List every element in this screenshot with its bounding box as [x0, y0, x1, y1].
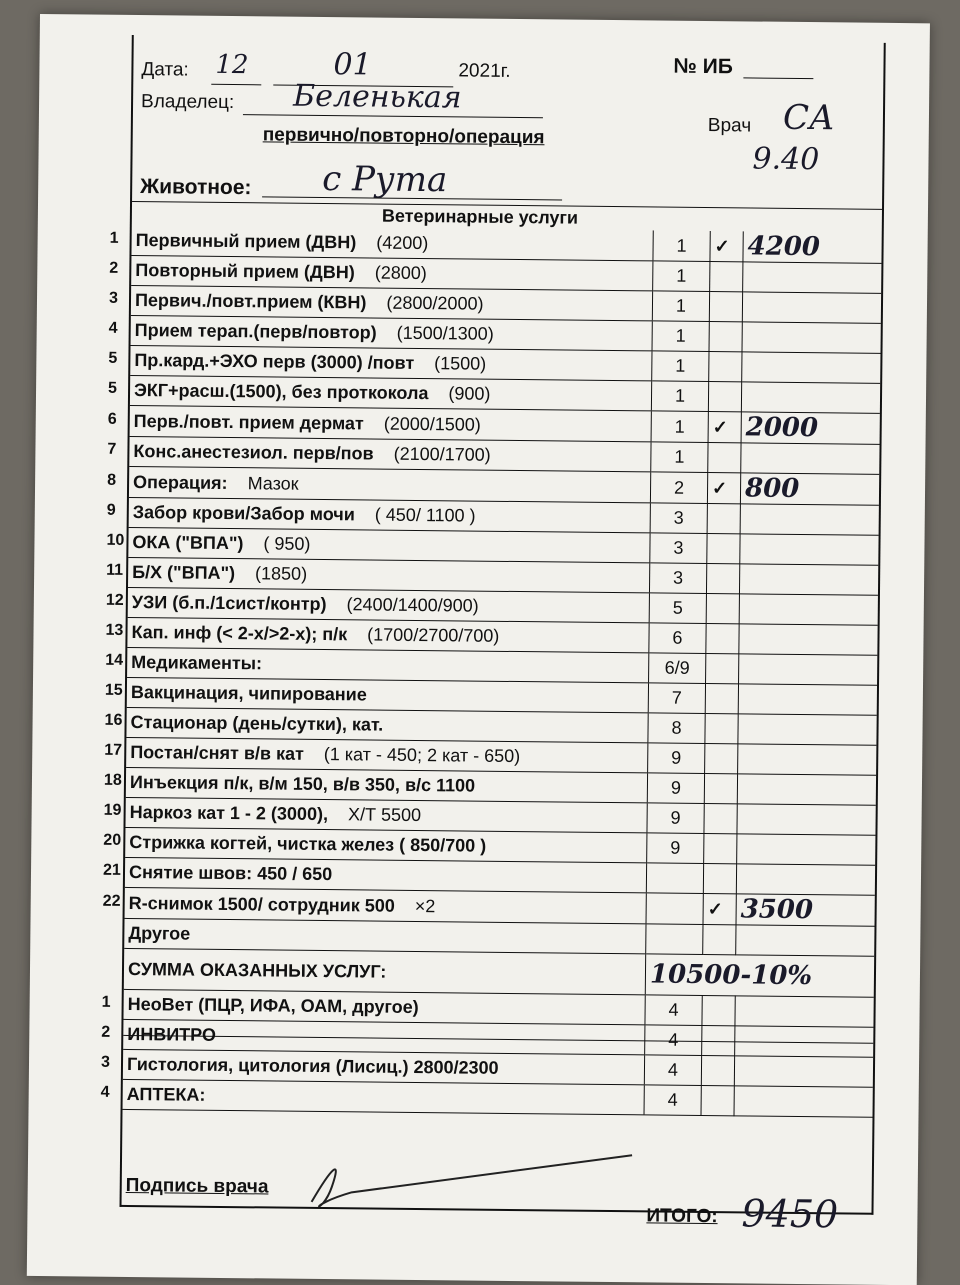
- service-code: 9: [647, 773, 704, 804]
- row-number: 17: [104, 742, 122, 760]
- service-code: 8: [648, 713, 705, 744]
- row-number: 3: [101, 1054, 110, 1072]
- service-price: (1 кат - 450; 2 кат - 650): [324, 744, 521, 766]
- row-number: 7: [107, 441, 116, 459]
- row-number: 13: [105, 622, 123, 640]
- service-code: 3: [650, 503, 707, 534]
- service-code: [646, 893, 703, 925]
- service-code: 1: [653, 261, 710, 292]
- service-code: 1: [651, 381, 708, 412]
- service-check: [707, 504, 740, 534]
- row-number: 19: [104, 802, 122, 820]
- row-number: 5: [108, 350, 117, 368]
- service-amount: [736, 864, 875, 895]
- service-amount: [737, 774, 876, 805]
- service-code: 1: [651, 442, 708, 473]
- service-code: 1: [651, 411, 708, 443]
- row-number: 22: [103, 892, 121, 910]
- row-number: 10: [106, 532, 124, 550]
- service-code: 3: [650, 533, 707, 564]
- row-number: 18: [104, 772, 122, 790]
- animal-label: Животное:: [140, 175, 252, 200]
- service-code: 9: [647, 803, 704, 834]
- service-name: Первич./повт.прием (КВН): [135, 290, 367, 312]
- visit-time: 9.40: [752, 141, 819, 177]
- service-code: 7: [648, 683, 705, 714]
- service-check: [703, 924, 736, 954]
- lab-amount: [735, 996, 874, 1027]
- service-code: 9: [647, 833, 704, 864]
- service-amount: [741, 412, 880, 444]
- lab-name-cell: [123, 1079, 645, 1114]
- service-check: [704, 774, 737, 804]
- service-price: (1500/1300): [397, 323, 494, 344]
- service-code: 5: [649, 593, 706, 624]
- service-check: [705, 684, 738, 714]
- service-code: [646, 863, 703, 894]
- service-amount: [741, 382, 880, 413]
- service-name: ОКА ("ВПА"): [132, 532, 243, 553]
- signature-label: Подпись врача: [126, 1175, 269, 1198]
- animal-name: с Рута: [322, 159, 447, 200]
- total-value: 9450: [741, 1191, 838, 1236]
- service-code: 6/9: [649, 653, 706, 684]
- lab-code: 4: [645, 1025, 702, 1056]
- row-number: 2: [109, 260, 118, 278]
- service-price: Мазок: [248, 473, 299, 494]
- doctor-name: СА: [783, 98, 835, 139]
- amount-handwritten: 3500: [741, 894, 814, 925]
- service-price: Х/Т 5500: [348, 804, 421, 825]
- service-code: 9: [648, 743, 705, 774]
- row-number: 1: [110, 229, 119, 247]
- service-amount: [742, 322, 881, 353]
- service-price: (1700/2700/700): [367, 624, 499, 645]
- service-check: [706, 594, 739, 624]
- visit-type: первично/повторно/операция: [263, 124, 545, 149]
- service-check: ✓: [708, 412, 741, 443]
- row-number: 15: [105, 682, 123, 700]
- service-name: Первичный прием (ДВН): [136, 230, 357, 252]
- row-number: 12: [106, 592, 124, 610]
- service-price: (4200): [376, 232, 428, 253]
- row-number: 9: [107, 502, 116, 520]
- service-price: (2400/1400/900): [346, 594, 478, 615]
- service-name-cell: [124, 918, 646, 953]
- lab-code: 4: [644, 1055, 701, 1086]
- service-price: ×2: [415, 895, 436, 915]
- form-paper: [27, 14, 930, 1285]
- row-number: 6: [108, 410, 117, 428]
- service-amount: [742, 292, 881, 323]
- service-price: (2800): [375, 263, 427, 284]
- lab-code: 4: [645, 995, 702, 1026]
- row-number: 16: [105, 712, 123, 730]
- service-price: ( 450/ 1100 ): [375, 505, 476, 526]
- service-code: 1: [653, 230, 710, 261]
- service-check: [705, 714, 738, 744]
- service-price: (1850): [255, 563, 307, 584]
- date-day: 12: [215, 50, 248, 80]
- total-label: ИТОГО:: [646, 1205, 717, 1228]
- service-check: [706, 624, 739, 654]
- service-name: R-снимок 1500/ сотрудник 500: [129, 892, 395, 915]
- lab-check: [702, 995, 735, 1025]
- service-name: Б/Х ("ВПА"): [132, 562, 235, 583]
- row-number: 5: [108, 380, 117, 398]
- lab-name: ИНВИТРО: [127, 1024, 216, 1045]
- date-month: 01: [333, 47, 372, 82]
- service-check: [709, 322, 742, 352]
- service-check: [709, 292, 742, 322]
- row-number: 4: [109, 320, 118, 338]
- row-number: 1: [102, 994, 111, 1012]
- service-name: Операция:: [133, 472, 228, 493]
- service-amount: [740, 504, 879, 535]
- services-table: [123, 225, 882, 1118]
- sum-handwritten: 10500-10%: [650, 959, 812, 991]
- service-code: 1: [652, 351, 709, 382]
- lab-amount: [734, 1056, 873, 1087]
- service-check: [709, 352, 742, 382]
- service-name: Повторный прием (ДВН): [135, 260, 355, 282]
- sum-label: СУММА ОКАЗАННЫХ УСЛУГ:: [124, 948, 646, 994]
- service-check: [708, 443, 741, 473]
- service-name: Кап. инф (< 2-х/>2-х); п/к: [131, 622, 347, 644]
- service-check: [706, 654, 739, 684]
- row-number: 14: [105, 652, 123, 670]
- vet-service-form: [120, 35, 886, 1215]
- service-amount: [741, 443, 880, 474]
- service-check: ✓: [703, 893, 736, 924]
- lab-name: АПТЕКА:: [127, 1084, 206, 1105]
- service-check: [710, 262, 743, 292]
- service-amount: [737, 834, 876, 865]
- row-number: 3: [109, 290, 118, 308]
- amount-handwritten: 800: [745, 473, 800, 504]
- service-check: ✓: [707, 473, 740, 504]
- service-amount: [743, 262, 882, 293]
- service-name: Стрижка когтей, чистка желез ( 850/700 ): [129, 832, 486, 856]
- lab-check: [701, 1055, 734, 1085]
- lab-amount: [734, 1086, 873, 1117]
- service-name: УЗИ (б.п./1сист/контр): [132, 592, 327, 614]
- service-name: Постан/снят в/в кат: [130, 742, 304, 764]
- service-check: [704, 803, 737, 833]
- service-name: Стационар (день/сутки), кат.: [130, 712, 383, 735]
- row-number: 8: [107, 471, 116, 489]
- row-number: 4: [101, 1084, 110, 1102]
- services-title: Ветеринарные услуги: [382, 206, 578, 229]
- service-amount: [740, 534, 879, 565]
- service-name: Пр.кард.+ЭХО перв (3000) /повт: [134, 350, 414, 373]
- amount-handwritten: 4200: [747, 231, 820, 262]
- service-check: [705, 744, 738, 774]
- service-amount: [739, 624, 878, 655]
- lab-check: [701, 1085, 734, 1115]
- service-name: Другое: [128, 923, 190, 944]
- lab-name: НеоВет (ПЦР, ИФА, ОАМ, другое): [128, 994, 419, 1017]
- service-check: ✓: [710, 231, 743, 262]
- service-price: (2800/2000): [386, 293, 483, 314]
- service-code: 1: [652, 321, 709, 352]
- owner-label: Владелец:: [141, 91, 234, 114]
- service-check: [703, 863, 736, 893]
- date-year: 2021г.: [458, 60, 510, 83]
- lab-code: 4: [644, 1085, 701, 1116]
- service-name: Перв./повт. прием дермат: [134, 411, 364, 433]
- sum-value: [645, 954, 874, 997]
- service-amount: [738, 744, 877, 775]
- amount-handwritten: 2000: [746, 412, 819, 443]
- signature-scribble: [271, 1146, 652, 1230]
- service-code: 2: [650, 472, 707, 504]
- service-check: [708, 382, 741, 412]
- service-code: 1: [652, 291, 709, 322]
- service-amount: [736, 925, 875, 956]
- service-name: ЭКГ+расш.(1500), без проткокола: [134, 380, 429, 403]
- ib-label: № ИБ: [673, 55, 733, 80]
- service-amount: [739, 654, 878, 685]
- service-price: (2100/1700): [394, 444, 491, 465]
- service-amount: [740, 473, 879, 505]
- service-amount: [739, 594, 878, 625]
- owner-name: Беленькая: [293, 79, 462, 116]
- service-amount: [739, 564, 878, 595]
- service-code: 6: [649, 623, 706, 654]
- service-check: [706, 564, 739, 594]
- doctor-label: Врач: [708, 115, 752, 137]
- service-name: Снятие швов: 450 / 650: [129, 862, 332, 884]
- service-code: 3: [649, 563, 706, 594]
- row-number: 20: [103, 832, 121, 850]
- service-amount: [743, 231, 882, 263]
- service-amount: [742, 352, 881, 383]
- service-price: (1500): [434, 353, 486, 374]
- service-name: Наркоз кат 1 - 2 (3000),: [130, 802, 329, 824]
- row-number: 21: [103, 862, 121, 880]
- row-number: 11: [106, 562, 123, 580]
- service-name: Прием терап.(перв/повтор): [135, 320, 377, 343]
- service-amount: [737, 804, 876, 835]
- service-code: [646, 924, 703, 955]
- service-name: Забор крови/Забор мочи: [133, 502, 355, 524]
- service-price: ( 950): [263, 533, 310, 553]
- service-name: Медикаменты:: [131, 652, 262, 673]
- lab-name: Гистология, цитология (Лисиц.) 2800/2300: [127, 1054, 499, 1078]
- service-amount: [738, 714, 877, 745]
- service-price: (900): [448, 383, 490, 403]
- date-label: Дата:: [141, 59, 189, 81]
- service-price: (2000/1500): [384, 413, 481, 434]
- row-number: 2: [101, 1024, 110, 1042]
- service-name: Конс.анестезиол. перв/пов: [133, 441, 373, 464]
- service-amount: [736, 894, 875, 926]
- service-check: [707, 534, 740, 564]
- service-amount: [738, 684, 877, 715]
- service-name: Инъекция п/к, в/м 150, в/в 350, в/с 1100: [130, 772, 475, 796]
- service-name: Вакцинация, чипирование: [131, 682, 367, 704]
- service-check: [704, 833, 737, 863]
